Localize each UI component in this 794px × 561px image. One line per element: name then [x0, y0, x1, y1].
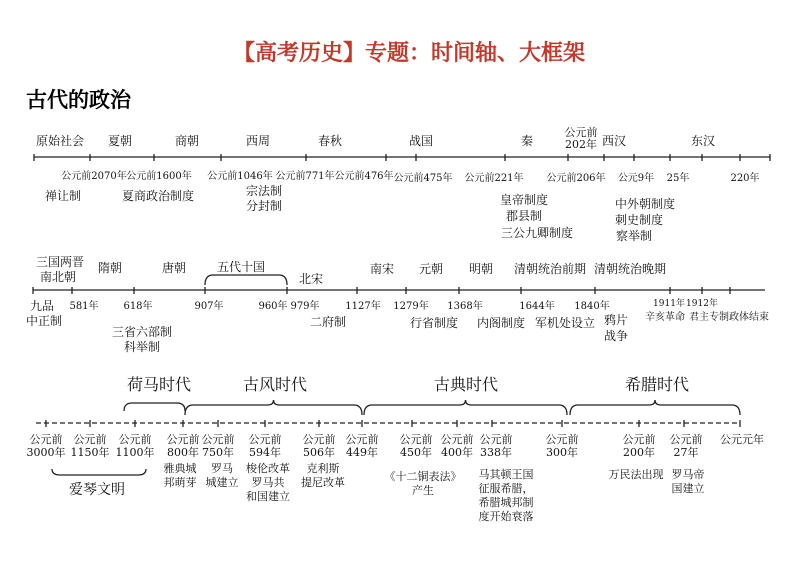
institution-label: 九品 — [29, 299, 55, 313]
tick-label: 公元前 — [302, 433, 336, 446]
era-label-2: 夏朝 — [107, 134, 133, 148]
tick-label: 618年 — [123, 301, 153, 312]
tick-label: 公元前 — [345, 433, 379, 446]
event-label: 罗马 — [211, 462, 233, 475]
event-label: 罗马帝 — [671, 468, 705, 481]
institution-label: 君主专制政体结束 — [689, 312, 769, 323]
era-label-7: 南宋 — [369, 262, 395, 276]
era-label-6: 战国 — [408, 134, 434, 148]
tick-label: 400年 — [441, 446, 473, 459]
tick-label: 公元前 — [166, 433, 200, 446]
tick-label: 1368年 — [447, 301, 483, 312]
tick-label: 1911年 — [653, 299, 685, 309]
event-label: 马其顿王国 — [478, 468, 534, 481]
event-label: 梭伦改革 — [246, 462, 290, 475]
tick-label: 750年 — [202, 446, 234, 459]
tick-label: 450年 — [400, 446, 432, 459]
tick-label: 公元前476年 — [334, 171, 394, 182]
era-label-8: 元朝 — [418, 262, 444, 276]
institution-label: 三省六部制 — [111, 325, 173, 339]
event-label: 产生 — [412, 484, 434, 497]
event-label: 城建立 — [205, 476, 239, 489]
era-label-3: 商朝 — [174, 134, 200, 148]
archaic-period-bracket — [185, 400, 362, 415]
tick-label: 公元前206年 — [546, 173, 606, 184]
era-label-9: 明朝 — [468, 262, 494, 276]
era-label-3: 隋朝 — [97, 261, 123, 275]
tick-label: 27年 — [673, 446, 699, 459]
tick-label: 公元前 — [479, 433, 513, 446]
institution-label: 皇帝制度 — [499, 193, 549, 207]
tick-label: 338年 — [480, 446, 512, 459]
tick-label: 公元前771年 — [275, 171, 335, 182]
tick-label: 1840年 — [574, 301, 610, 312]
tick-label: 979年 — [290, 301, 320, 312]
tick-label: 公元前 — [248, 433, 282, 446]
tick-label: 公元前 — [201, 433, 235, 446]
institution-label: 刺史制度 — [614, 213, 664, 227]
institution-label: 宗法制 — [245, 184, 283, 198]
tick-label: 581年 — [69, 301, 99, 312]
page-title: 【高考历史】专题：时间轴、大框架 — [233, 41, 586, 66]
tick-label: 220年 — [730, 173, 760, 184]
event-label: 爱琴文明 — [69, 482, 125, 498]
institution-label: 郡县制 — [505, 209, 543, 223]
tick-label: 公元前1046年 — [207, 171, 273, 182]
tick-label: 公元前 — [440, 433, 474, 446]
era-label-8: 西汉 — [601, 134, 627, 148]
tick-label: 公元前 — [399, 433, 433, 446]
tick-label: 506年 — [303, 446, 335, 459]
era-label-10: 清朝统治前期 — [513, 262, 587, 276]
tick-label: 1100年 — [115, 446, 155, 459]
tick-label: 公元前 — [622, 433, 656, 446]
aegean-bracket — [52, 469, 146, 475]
period-label-4: 希腊时代 — [624, 375, 690, 394]
tick-label: 3000年 — [26, 446, 66, 459]
tick-label: 907年 — [194, 301, 224, 312]
institution-label: 军机处设立 — [534, 316, 596, 330]
tick-label: 公元前221年 — [464, 173, 524, 184]
tick-label: 25年 — [666, 173, 690, 184]
five-dynasties-bracket — [205, 275, 287, 285]
institution-label: 二府制 — [309, 315, 347, 329]
section-heading: 古代的政治 — [26, 88, 131, 112]
institution-label: 禅让制 — [44, 189, 82, 203]
era-label-6: 北宋 — [298, 272, 324, 286]
classical-period-bracket — [364, 400, 567, 415]
tick-label: 公元前2070年 — [61, 171, 127, 182]
era-label-4: 唐朝 — [161, 261, 187, 275]
tick-label: 300年 — [546, 446, 578, 459]
tick-label: 公元前 — [73, 433, 107, 446]
homer-period-bracket — [124, 403, 185, 411]
tick-label: 公元前475年 — [393, 173, 453, 184]
period-label-1: 荷马时代 — [126, 375, 192, 394]
hellenistic-period-bracket — [570, 400, 740, 415]
event-label: 邦萌芽 — [163, 476, 197, 489]
tick-label: 1644年 — [519, 301, 555, 312]
era-label-5: 五代十国 — [216, 260, 266, 274]
tick-label: 公元9年 — [617, 173, 655, 184]
event-label: 度开始衰落 — [478, 510, 534, 523]
tick-label: 公元前 — [669, 433, 703, 446]
event-label: 提尼改革 — [301, 476, 345, 489]
event-label: 希腊城邦制 — [478, 496, 534, 509]
era-label-4: 西周 — [245, 134, 271, 148]
institution-label: 辛亥革命 — [645, 312, 685, 323]
era-label-2: 南北朝 — [39, 270, 77, 284]
tick-label: 1279年 — [393, 301, 429, 312]
event-label: 《十二铜表法》 — [384, 470, 462, 483]
tick-label: 1150年 — [70, 446, 110, 459]
institution-label: 鸦片 — [603, 313, 629, 327]
event-label: 雅典城 — [163, 462, 197, 475]
tick-label: 594年 — [249, 446, 281, 459]
era-date-label: 202年 — [565, 138, 597, 151]
era-label-11: 清朝统治晚期 — [593, 262, 667, 276]
era-label-1: 三国两晋 — [35, 255, 85, 269]
period-label-3: 古典时代 — [433, 375, 499, 394]
event-label: 征服希腊， — [478, 482, 534, 495]
institution-label: 科举制 — [123, 340, 161, 354]
event-label: 国建立 — [671, 482, 705, 495]
institution-label: 中外朝制度 — [614, 197, 676, 211]
event-label: 和国建立 — [246, 490, 290, 503]
institution-label: 行省制度 — [409, 316, 459, 330]
tick-label: 1127年 — [345, 301, 381, 312]
era-label-5: 春秋 — [317, 134, 343, 148]
event-label: 罗马共 — [251, 476, 285, 489]
era-date-label: 公元前 — [564, 126, 598, 139]
institution-label: 内阁制度 — [476, 316, 526, 330]
tick-label: 公元前 — [29, 433, 63, 446]
tick-label: 公元前 — [118, 433, 152, 446]
tick-label: 公元元年 — [720, 433, 764, 446]
tick-label: 960年 — [258, 301, 288, 312]
institution-label: 察举制 — [615, 229, 653, 243]
tick-label: 200年 — [623, 446, 655, 459]
tick-label: 800年 — [167, 446, 199, 459]
institution-label: 夏商政治制度 — [121, 189, 195, 203]
tick-label: 公元前1600年 — [126, 171, 192, 182]
tick-label: 公元前 — [545, 433, 579, 446]
institution-label: 三公九卿制度 — [500, 226, 574, 240]
event-label: 克利斯 — [306, 462, 340, 475]
institution-label: 分封制 — [245, 199, 283, 213]
tick-label: 1912年 — [686, 299, 718, 309]
institution-label: 战争 — [603, 329, 629, 343]
era-label-7: 秦 — [520, 134, 534, 148]
era-label-1: 原始社会 — [35, 134, 85, 148]
event-label: 万民法出现 — [608, 468, 664, 481]
institution-label: 中正制 — [25, 314, 63, 328]
era-label-9: 东汉 — [690, 134, 716, 148]
tick-label: 449年 — [346, 446, 378, 459]
period-label-2: 古风时代 — [242, 375, 308, 394]
